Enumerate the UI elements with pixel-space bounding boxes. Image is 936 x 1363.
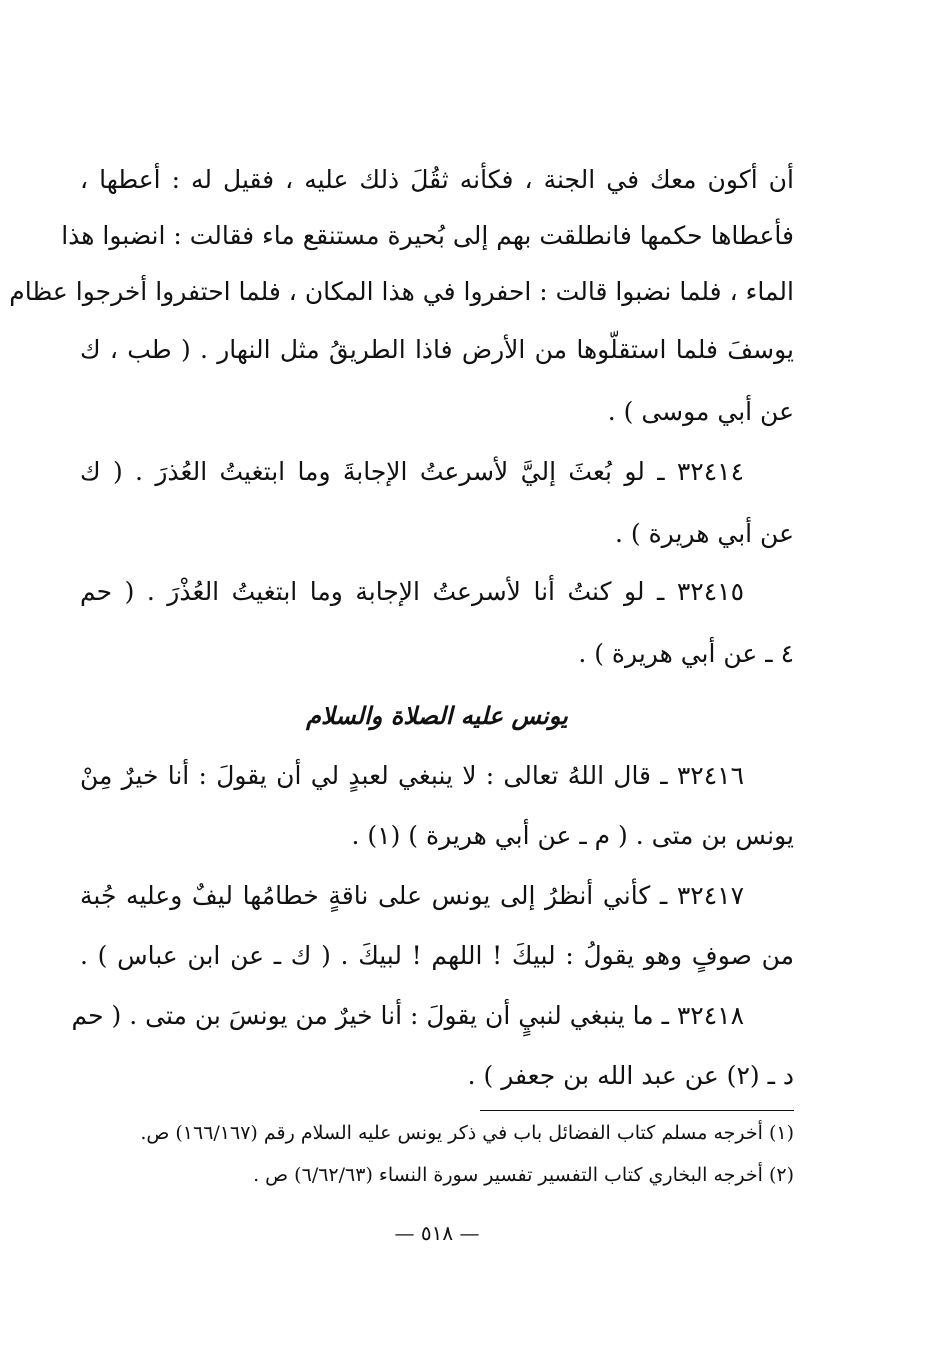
hadith-32415: ٣٢٤١٥ ـ لو كنتُ أنا لأسرعتُ الإجابة وما ابتغيتُ العُذْرَ . ( حم <box>80 577 744 606</box>
footnote-divider <box>480 1110 794 1111</box>
document-page <box>9 0 794 1363</box>
hadith-32417: ٣٢٤١٧ ـ كأني أنظرُ إلى يونس على ناقةٍ خطامُها ليفٌ وعليه جُبة <box>80 881 744 910</box>
text-line: الماء ، فلما نضبوا قالت : احفروا في هذا المكان ، فلما احتفروا أخرجوا عظام <box>9 277 794 306</box>
text-line: يونس بن متى . ( م ـ عن أبي هريرة ) (١) . <box>351 821 794 850</box>
text-line: فأعطاها حكمها فانطلقت بهم إلى بُحيرة مستنقع ماء فقالت : انضبوا هذا <box>61 221 794 250</box>
hadith-32414: ٣٢٤١٤ ـ لو بُعثَ إليَّ لأسرعتُ الإجابةَ وما ابتغيتُ العُذرَ . ( ك <box>80 457 744 486</box>
text-line: ٤ ـ عن أبي هريرة ) . <box>578 639 794 668</box>
text-line: من صوفٍ وهو يقولُ : لبيكَ ! اللهم ! لبيكَ . ( ك ـ عن ابن عباس ) . <box>80 941 794 970</box>
footnote-2: (٢) أخرجه البخاري كتاب التفسير تفسير سورة النساء (٦/٦٢/٦٣) ص . <box>253 1164 794 1186</box>
footnote-1: (١) أخرجه مسلم كتاب الفضائل باب في ذكر يونس عليه السلام رقم (١٦٦/١٦٧) ص. <box>140 1122 794 1144</box>
page-number: — ٥١٨ — <box>394 1221 480 1245</box>
section-heading: يونس عليه الصلاة والسلام <box>306 701 568 730</box>
hadith-32418: ٣٢٤١٨ ـ ما ينبغي لنبيٍ أن يقولَ : أنا خيرٌ من يونسَ بن متى . ( حم <box>71 1001 744 1030</box>
text-line: أن أكون معك في الجنة ، فكأنه ثقُلَ ذلك عليه ، فقيل له : أعطها ، <box>80 165 794 194</box>
text-line: يوسفَ فلما استقلّوها من الأرض فاذا الطريقُ مثل النهار . ( طب ، ك <box>80 335 794 364</box>
text-line: د ـ (٢) عن عبد الله بن جعفر ) . <box>467 1061 794 1090</box>
text-line: عن أبي موسى ) . <box>607 397 794 426</box>
text-line: عن أبي هريرة ) . <box>614 519 794 548</box>
hadith-32416: ٣٢٤١٦ ـ قال اللهُ تعالى : لا ينبغي لعبدٍ لي أن يقولَ : أنا خيرٌ مِنْ <box>80 761 744 790</box>
